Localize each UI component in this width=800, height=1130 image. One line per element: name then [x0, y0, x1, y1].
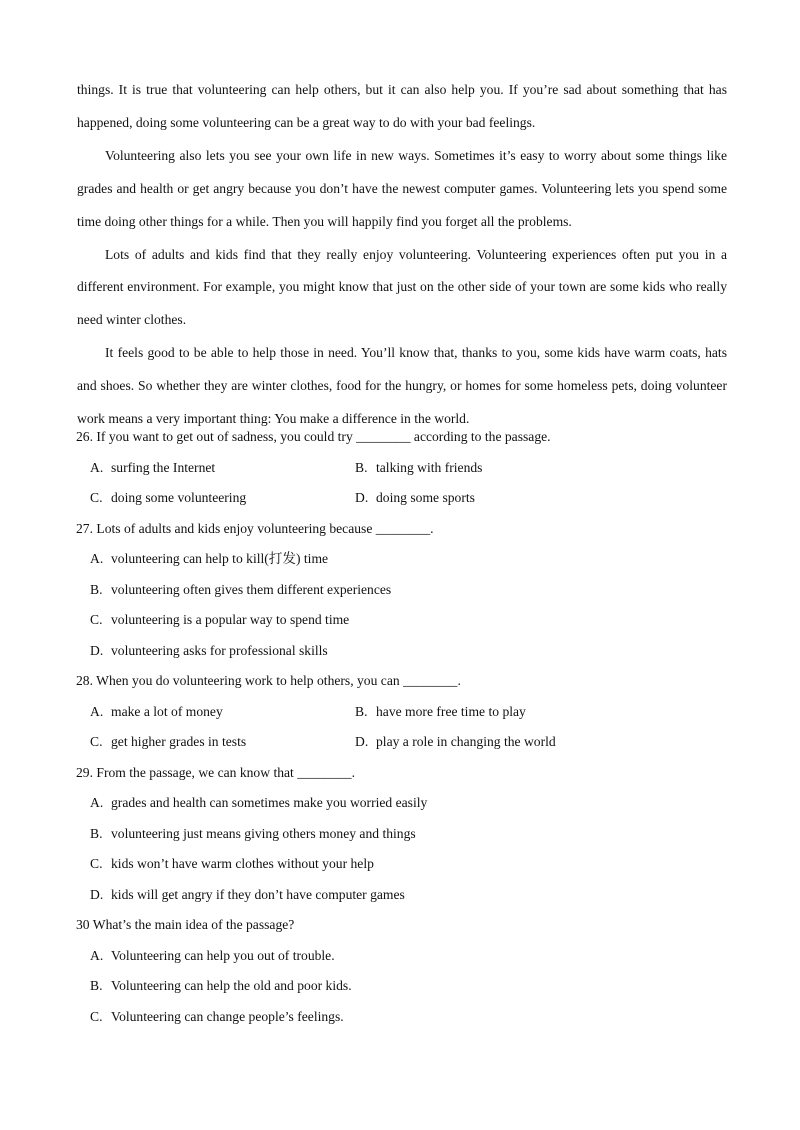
reading-passage	[77, 74, 727, 436]
question-stem	[76, 910, 726, 941]
option-text: Volunteering can help the old and poor kids.	[111, 978, 352, 993]
passage-paragraph: It feels good to be able to help those in need. You’ll know that, thanks to you, some kids have warm coats, hats and shoes. So whether they are winter clothes, food for the hungry, or homes for some homeless pets, doing volunteer work means a very important thing: You make a difference in the world.	[77, 345, 727, 427]
option-row	[76, 697, 726, 728]
option-text: make a lot of money	[111, 703, 223, 719]
option-row	[76, 453, 726, 484]
option-letter: A.	[90, 795, 104, 810]
option-text: doing some sports	[376, 490, 475, 505]
option-row	[76, 605, 726, 636]
answer-option[interactable]	[90, 819, 416, 850]
option-text: doing some volunteering	[111, 490, 247, 505]
answer-option[interactable]	[90, 727, 246, 758]
option-row	[76, 1002, 726, 1033]
option-letter: B.	[355, 703, 368, 719]
answer-option[interactable]	[90, 971, 352, 1002]
option-letter: C.	[90, 856, 103, 871]
answer-option[interactable]	[355, 483, 475, 514]
answer-option[interactable]	[355, 453, 482, 484]
answer-option[interactable]	[90, 575, 391, 606]
question-list	[76, 422, 726, 1032]
option-row	[76, 636, 726, 667]
option-letter: D.	[355, 490, 369, 505]
option-text: volunteering just means giving others money and things	[111, 825, 416, 841]
option-letter: D.	[90, 642, 104, 658]
question-text: 28. When you do volunteering work to help others, you can ________.	[76, 673, 461, 688]
answer-option[interactable]	[355, 697, 526, 728]
answer-option[interactable]	[90, 636, 328, 667]
option-text: kids won’t have warm clothes without your help	[111, 856, 374, 871]
option-row	[76, 971, 726, 1002]
option-text: play a role in changing the world	[376, 734, 556, 749]
question-text: 30 What’s the main idea of the passage?	[76, 917, 295, 932]
question-stem	[76, 666, 726, 697]
option-letter: C.	[90, 1008, 103, 1024]
option-letter: C.	[90, 612, 103, 627]
option-letter: B.	[90, 978, 103, 993]
option-text: Volunteering can help you out of trouble.	[111, 947, 335, 963]
option-row	[76, 819, 726, 850]
option-row	[76, 941, 726, 972]
answer-option[interactable]	[90, 788, 427, 819]
question-text: 26. If you want to get out of sadness, you could try ________ according to the passage.	[76, 429, 551, 444]
option-row	[76, 727, 726, 758]
option-text: Volunteering can change people’s feelings.	[111, 1008, 344, 1024]
passage-paragraph: things. It is true that volunteering can help others, but it can also help you. If you’re sad about something that has happened, doing some volunteering can be a great way to do with your bad feelings.	[77, 82, 727, 130]
option-text: volunteering often gives them different experiences	[111, 581, 392, 597]
answer-option[interactable]	[90, 483, 246, 514]
option-text: volunteering asks for professional skills	[111, 642, 328, 658]
answer-option[interactable]	[90, 697, 223, 728]
option-letter: A.	[90, 947, 104, 963]
answer-option[interactable]	[90, 605, 349, 636]
passage-paragraph: Volunteering also lets you see your own life in new ways. Sometimes it’s easy to worry about some things like grades and health or get angry because you don’t have the newest computer games. Volunteering lets you spend some time doing other things for a while. Then you will happily find you forget all the problems.	[77, 147, 727, 229]
option-letter: B.	[90, 825, 103, 841]
question-stem	[76, 422, 726, 453]
option-letter: B.	[355, 459, 368, 475]
option-text: kids will get angry if they don’t have computer games	[111, 886, 405, 902]
option-row	[76, 575, 726, 606]
option-row	[76, 849, 726, 880]
option-letter: D.	[90, 886, 104, 902]
answer-option[interactable]	[90, 453, 215, 484]
option-letter: D.	[355, 734, 369, 749]
question-text: 27. Lots of adults and kids enjoy volunteering because ________.	[76, 520, 434, 536]
option-row	[76, 544, 726, 575]
option-letter: A.	[90, 703, 104, 719]
option-text: talking with friends	[376, 459, 483, 475]
option-row	[76, 880, 726, 911]
question-text: 29. From the passage, we can know that ________.	[76, 764, 355, 780]
question-stem	[76, 758, 726, 789]
option-text: surfing the Internet	[111, 459, 216, 475]
option-text: have more free time to play	[376, 703, 526, 719]
option-row	[76, 788, 726, 819]
option-letter: C.	[90, 490, 103, 505]
option-letter: B.	[90, 581, 103, 597]
option-letter: A.	[90, 551, 104, 566]
option-row	[76, 483, 726, 514]
option-letter: C.	[90, 734, 103, 749]
option-letter: A.	[90, 459, 104, 475]
option-text: volunteering can help to kill(打发) time	[111, 551, 329, 566]
passage-paragraph: Lots of adults and kids find that they really enjoy volunteering. Volunteering experiences often put you in a different environment. For example, you might know that just on the other side of your town are some kids who really need winter clothes.	[77, 246, 727, 328]
question-stem	[76, 514, 726, 545]
answer-option[interactable]	[90, 880, 405, 911]
answer-option[interactable]	[355, 727, 556, 758]
answer-option[interactable]	[90, 544, 328, 575]
option-text: volunteering is a popular way to spend time	[111, 612, 350, 627]
option-text: get higher grades in tests	[111, 734, 247, 749]
answer-option[interactable]	[90, 849, 374, 880]
answer-option[interactable]	[90, 1002, 344, 1033]
option-text: grades and health can sometimes make you worried easily	[111, 795, 428, 810]
answer-option[interactable]	[90, 941, 335, 972]
